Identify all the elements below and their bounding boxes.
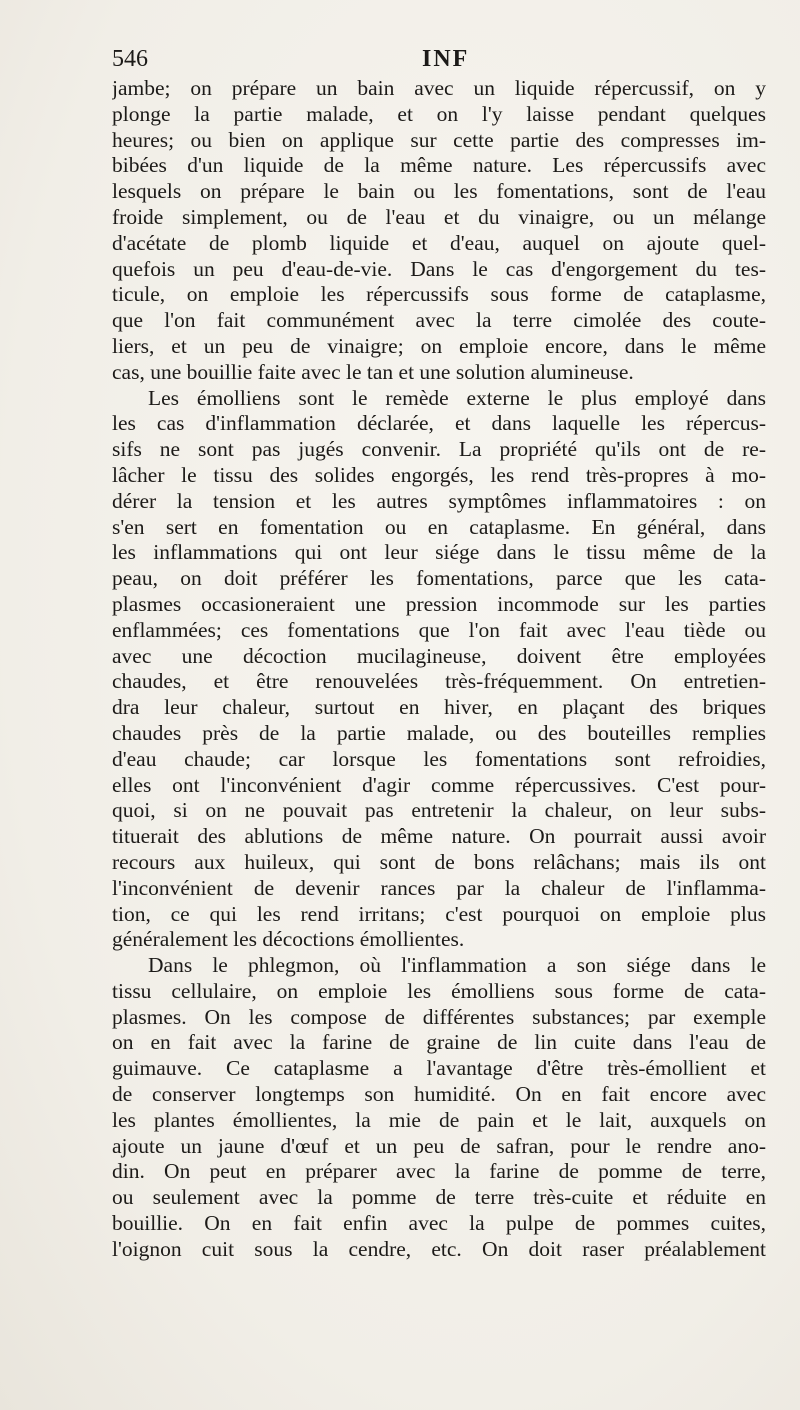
text-line: peau, on doit préférer les fomentations, parce que les cata- <box>112 566 766 591</box>
text-line: avec une décoction mucilagineuse, doivent être employées <box>112 643 766 668</box>
text-line: bibées d'un liquide de la même nature. Les répercussifs avec <box>112 153 766 178</box>
text-line: ticule, on emploie les répercussifs sous forme de cataplasme, <box>112 282 766 307</box>
body-text <box>112 76 766 1263</box>
text-line: d'eau chaude; car lorsque les fomentations sont refroidies, <box>112 746 766 771</box>
text-line: quoi, si on ne pouvait pas entretenir la chaleur, on leur subs- <box>112 798 766 823</box>
text-line: sifs ne sont pas jugés convenir. La propriété qu'ils ont de re- <box>112 437 766 462</box>
text-line: de conserver longtemps son humidité. On en fait encore avec <box>112 1082 766 1107</box>
text-line: tissu cellulaire, on emploie les émolliens sous forme de cata- <box>112 978 766 1003</box>
text-line: jambe; on prépare un bain avec un liquide répercussif, on y <box>112 76 766 100</box>
running-title: INF <box>422 46 470 72</box>
text-line: chaudes, et être renouvelées très-fréquemment. On entretien- <box>112 669 766 694</box>
text-line: guimauve. Ce cataplasme a l'avantage d'être très-émollient et <box>112 1056 766 1081</box>
text-line: dra leur chaleur, surtout en hiver, en plaçant des briques <box>112 695 766 720</box>
text-line: liers, et un peu de vinaigre; on emploie encore, dans le même <box>112 333 766 358</box>
text-line: ajoute un jaune d'œuf et un peu de safran, pour le rendre ano- <box>112 1133 766 1158</box>
page-number: 546 <box>112 46 148 72</box>
text-line: cas, une bouillie faite avec le tan et une solution alumineuse. <box>112 359 634 384</box>
running-head <box>112 44 766 74</box>
text-line: recours aux huileux, qui sont de bons relâchans; mais ils ont <box>112 849 766 874</box>
text-line: s'en sert en fomentation ou en cataplasme. En général, dans <box>112 514 766 539</box>
text-line: l'oignon cuit sous la cendre, etc. On doit raser préalablement <box>112 1236 766 1261</box>
text-line: Les émolliens sont le remède externe le plus employé dans <box>148 385 766 410</box>
text-line: elles ont l'inconvénient d'agir comme répercussives. C'est pour- <box>112 772 766 797</box>
text-line: quefois un peu d'eau-de-vie. Dans le cas d'engorgement du tes- <box>112 256 766 281</box>
text-line: ou seulement avec la pomme de terre très-cuite et réduite en <box>112 1185 766 1210</box>
text-line: enflammées; ces fomentations que l'on fait avec l'eau tiède ou <box>112 617 766 642</box>
text-line: généralement les décoctions émollientes. <box>112 927 465 952</box>
text-line: lâcher le tissu des solides engorgés, les rend très-propres à mo- <box>112 462 766 487</box>
text-line: froide simplement, ou de l'eau et du vinaigre, ou un mélange <box>112 204 766 229</box>
text-line: d'acétate de plomb liquide et d'eau, auquel on ajoute quel- <box>112 230 766 255</box>
text-line: les plantes émollientes, la mie de pain et le lait, auxquels on <box>112 1107 766 1132</box>
text-line: plasmes. On les compose de différentes substances; par exemple <box>112 1004 766 1029</box>
text-line: Dans le phlegmon, où l'inflammation a son siége dans le <box>148 953 766 978</box>
text-line: l'inconvénient de devenir rances par la chaleur de l'inflamma- <box>112 875 766 900</box>
text-line: on en fait avec la farine de graine de lin cuite dans l'eau de <box>112 1030 766 1055</box>
text-line: tion, ce qui les rend irritans; c'est pourquoi on emploie plus <box>112 901 766 926</box>
text-line: heures; ou bien on applique sur cette partie des compresses im- <box>112 127 766 152</box>
text-line: plasmes occasioneraient une pression incommode sur les parties <box>112 591 766 616</box>
text-line: tituerait des ablutions de même nature. On pourrait aussi avoir <box>112 824 766 849</box>
text-line: que l'on fait communément avec la terre cimolée des coute- <box>112 308 766 333</box>
text-line: din. On peut en préparer avec la farine de pomme de terre, <box>112 1159 766 1184</box>
text-line: les cas d'inflammation déclarée, et dans laquelle les répercus- <box>112 411 766 436</box>
text-line: les inflammations qui ont leur siége dans le tissu même de la <box>112 540 766 565</box>
text-line: chaudes près de la partie malade, ou des bouteilles remplies <box>112 720 766 745</box>
text-line: dérer la tension et les autres symptômes inflammatoires : on <box>112 488 766 513</box>
text-line: plonge la partie malade, et on l'y laisse pendant quelques <box>112 101 766 126</box>
text-line: bouillie. On en fait enfin avec la pulpe de pommes cuites, <box>112 1211 766 1236</box>
text-line: lesquels on prépare le bain ou les fomentations, sont de l'eau <box>112 179 766 204</box>
